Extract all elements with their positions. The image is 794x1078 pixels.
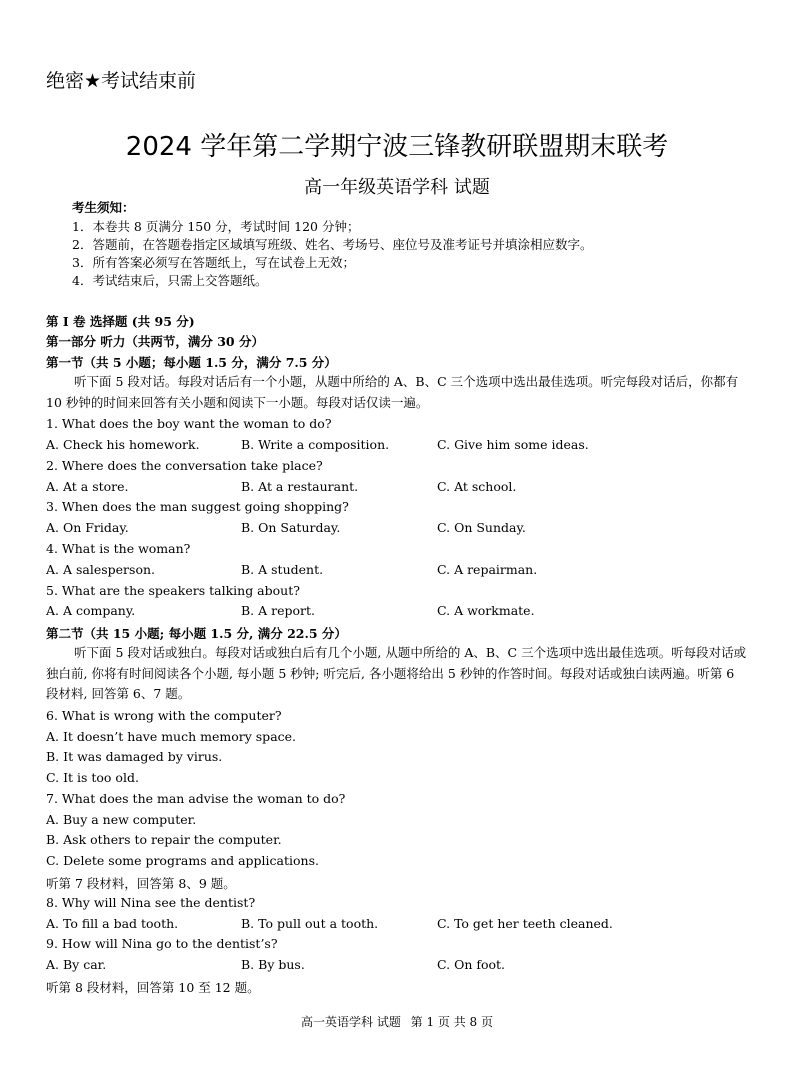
section2-heading: 第二节（共 15 小题; 每小题 1.5 分, 满分 22.5 分） (46, 626, 347, 641)
option-a: A. To fill a bad tooth. (46, 916, 179, 931)
note-item: 1．本卷共 8 页满分 150 分，考试时间 120 分钟； (72, 219, 360, 234)
question: 9. How will Nina go to the dentist’s? (46, 936, 278, 951)
note-item: 2．答题前，在答题卷指定区域填写班级、姓名、考场号、座位号及准考证号并填涂相应数字。 (72, 237, 593, 252)
question: 5. What are the speakers talking about? (46, 583, 300, 598)
option-b: B. At a restaurant. (241, 479, 359, 494)
option-b: B. A report. (241, 603, 316, 618)
exam-title: 2024 学年第二学期宁波三锋教研联盟期末联考 (125, 132, 669, 162)
option-a: A. By car. (46, 957, 107, 972)
section1-heading: 第一节（共 5 小题；每小题 1.5 分，满分 7.5 分） (46, 355, 337, 370)
page-footer (0, 1013, 794, 1030)
option-c: C. A workmate. (437, 603, 535, 618)
option-c: C. Delete some programs and applications. (46, 853, 319, 868)
option-b: B. A student. (241, 562, 324, 577)
notes-heading: 考生须知： (72, 200, 135, 215)
option-a: A. A salesperson. (46, 562, 155, 577)
option-c: C. Give him some ideas. (437, 437, 589, 452)
option-b: B. Write a composition. (241, 437, 390, 452)
option-c: C. On Sunday. (437, 520, 526, 535)
option-c: C. A repairman. (437, 562, 538, 577)
option-b: B. Ask others to repair the computer. (46, 832, 282, 847)
part-heading: 第一部分 听力（共两节，满分 30 分） (46, 334, 264, 349)
option-a: A. It doesn’t have much memory space. (46, 729, 297, 744)
note-item: 4．考试结束后，只需上交答题纸。 (72, 273, 268, 288)
option-a: A. On Friday. (46, 520, 129, 535)
option-b: B. It was damaged by virus. (46, 749, 223, 764)
footer-subject: 高一英语学科 试题 (301, 1015, 401, 1029)
question: 7. What does the man advise the woman to do? (46, 791, 346, 806)
option-a: A. A company. (46, 603, 136, 618)
question: 4. What is the woman? (46, 541, 191, 556)
option-b: B. On Saturday. (241, 520, 341, 535)
listening-text-note: 听第 8 段材料，回答第 10 至 12 题。 (46, 980, 260, 995)
question: 3. When does the man suggest going shopping? (46, 499, 349, 514)
option-b: B. To pull out a tooth. (241, 916, 379, 931)
footer-page-number: 第 1 页 共 8 页 (410, 1015, 493, 1029)
question: 2. Where does the conversation take place? (46, 458, 323, 473)
section1-instructions: 听下面 5 段对话。每段对话后有一个小题，从题中所给的 A、B、C 三个选项中选出最佳选项。听完每段对话后，你都有 10 秒钟的时间来回答有关小题和阅读下一小题。每段对话仅读一遍。 (46, 374, 739, 410)
option-c: C. At school. (437, 479, 517, 494)
option-b: B. By bus. (241, 957, 305, 972)
question: 1. What does the boy want the woman to do? (46, 416, 332, 431)
volume-heading: 第 I 卷 选择题 (共 95 分) (46, 314, 195, 329)
option-c: C. To get her teeth cleaned. (437, 916, 613, 931)
question: 8. Why will Nina see the dentist? (46, 895, 256, 910)
question: 6. What is wrong with the computer? (46, 708, 282, 723)
exam-subtitle: 高一年级英语学科 试题 (304, 177, 490, 198)
option-a: A. Check his homework. (46, 437, 200, 452)
listening-text-note: 听第 7 段材料，回答第 8、9 题。 (46, 876, 236, 891)
option-c: C. On foot. (437, 957, 506, 972)
note-item: 3．所有答案必须写在答题纸上，写在试卷上无效； (72, 255, 355, 270)
confidential-label: 绝密★考试结束前 (46, 70, 197, 92)
section2-instructions: 听下面 5 段对话或独白。每段对话或独白后有几个小题, 从题中所给的 A、B、C 三个选项中选出最佳选项。听每段对话或独白前, 你将有时间阅读各个小题, 每小题 5 秒钟; 听完后, 各小题将给出 5 秒钟的作答时间。每段对话或独白读两遍。听第 6 段材料, 回答第 6、7 题。 (46, 645, 747, 701)
option-a: A. Buy a new computer. (46, 812, 197, 827)
option-a: A. At a store. (46, 479, 129, 494)
option-c: C. It is too old. (46, 770, 139, 785)
